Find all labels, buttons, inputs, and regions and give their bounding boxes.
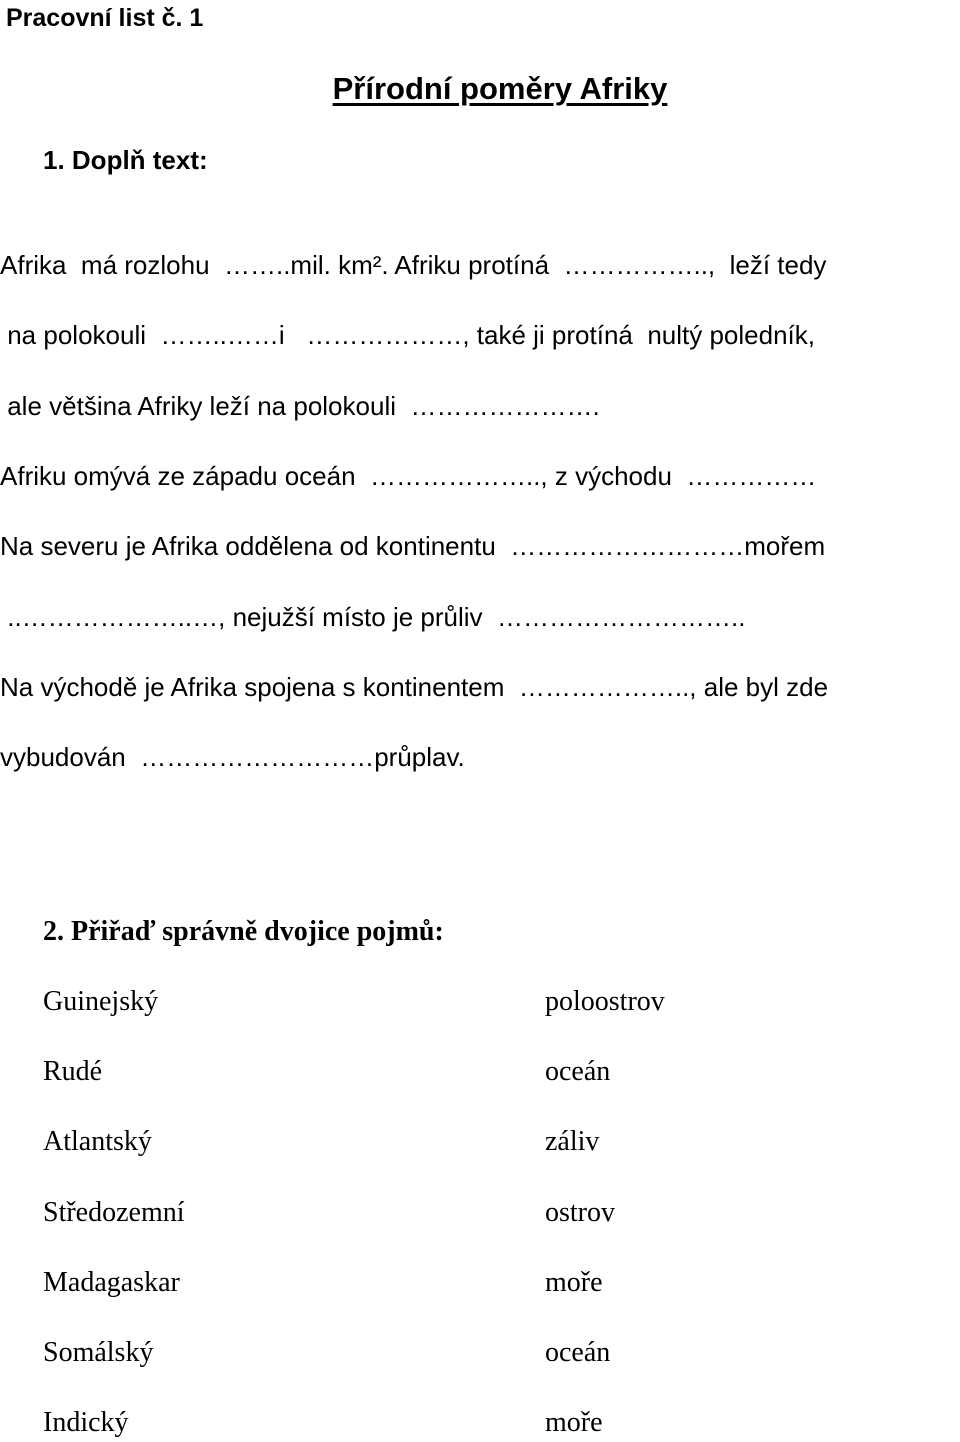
fill-line: Afrika má rozlohu ……..mil. km². Afriku protíná …………….., leží tedy	[0, 250, 827, 280]
right-term: záliv	[545, 1126, 600, 1157]
left-term: Guinejský	[43, 986, 159, 1017]
left-term: Rudé	[43, 1056, 103, 1087]
page-title: Přírodní poměry Afriky	[332, 71, 668, 106]
fill-line: Na východě je Afrika spojena s kontinentem ……………….., ale byl zde	[0, 672, 829, 702]
sheet-label: Pracovní list č. 1	[6, 4, 204, 32]
right-term: oceán	[545, 1056, 611, 1087]
right-term: poloostrov	[545, 986, 665, 1017]
right-term: oceán	[545, 1337, 611, 1368]
left-term: Středozemní	[43, 1197, 185, 1228]
left-term: Somálský	[43, 1337, 154, 1368]
right-term: ostrov	[545, 1197, 615, 1228]
left-term: Madagaskar	[43, 1267, 180, 1298]
task2-heading: 2. Přiřaď správně dvojice pojmů:	[43, 916, 444, 947]
fill-line: ..………………..…, nejužší místo je průliv ………………………..	[0, 602, 746, 632]
fill-line: na polokouli ……..……i ………………, také ji protíná nultý poledník,	[0, 320, 815, 350]
task1-heading: 1. Doplň text:	[43, 145, 208, 175]
right-term: moře	[545, 1407, 603, 1438]
left-term: Indický	[43, 1407, 129, 1438]
fill-line: Na severu je Afrika oddělena od kontinentu ………………………mořem	[0, 531, 826, 561]
fill-line: vybudován ………………………průplav.	[0, 742, 465, 772]
left-term: Atlantský	[43, 1126, 152, 1157]
fill-line: ale většina Afriky leží na polokouli ………………….	[0, 391, 600, 421]
fill-line: Afriku omývá ze západu oceán ……………….., z východu ……………	[0, 461, 817, 491]
right-term: moře	[545, 1267, 603, 1298]
